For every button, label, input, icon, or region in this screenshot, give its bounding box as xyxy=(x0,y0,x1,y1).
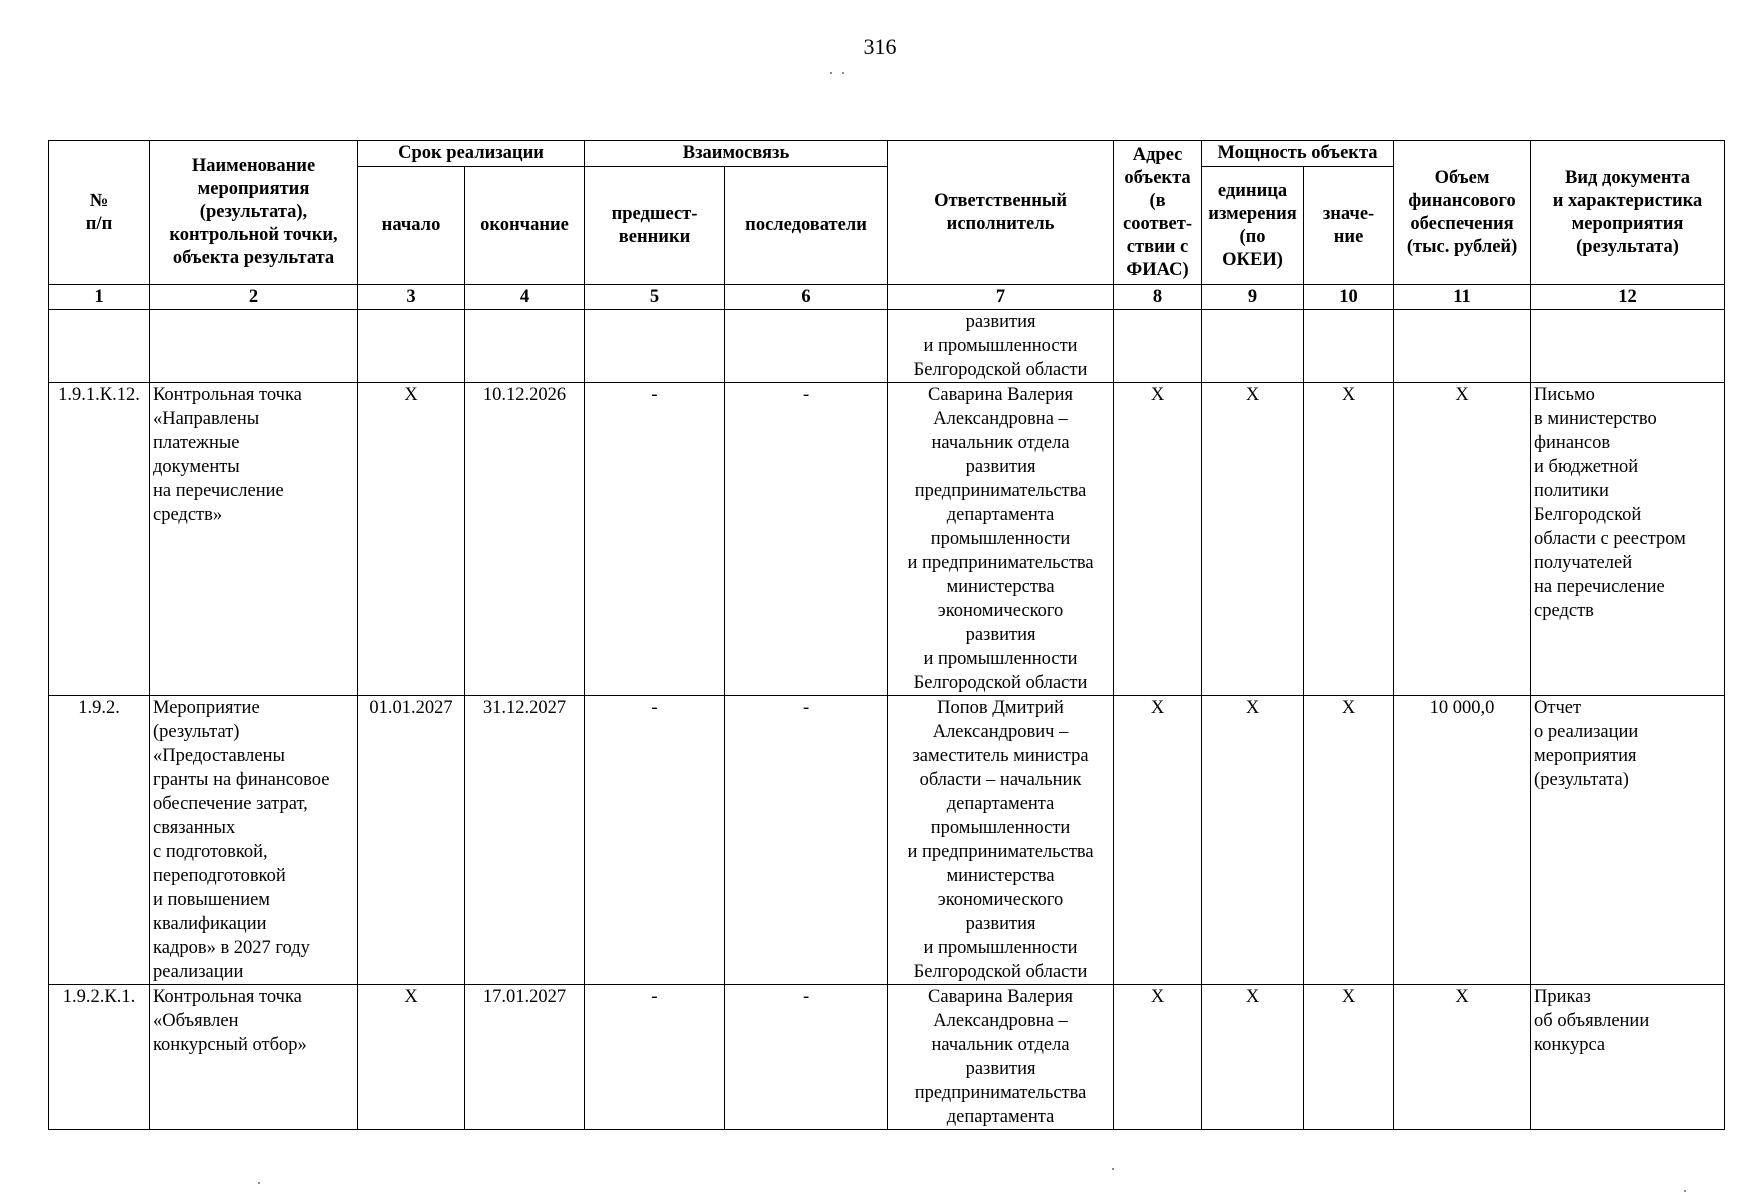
cell-executor: развития и промышленности Белгородской области xyxy=(888,310,1114,383)
cell-finance: 10 000,0 xyxy=(1394,696,1531,985)
cell-end: 10.12.2026 xyxy=(465,383,585,696)
cell-pred: - xyxy=(585,985,725,1130)
header-capacity-unit: единица измерения (по ОКЕИ) xyxy=(1202,167,1304,285)
cell-finance: X xyxy=(1394,985,1531,1130)
cell-name: Мероприятие (результат) «Предоставлены гранты на финансовое обеспечение затрат, связанных с подготовкой, переподготовкой и повышением квалификации кадров» в 2027 году реализации xyxy=(150,696,358,985)
scan-speck xyxy=(830,72,832,74)
cell-executor: Попов Дмитрий Александрович – заместитель министра области – начальник департамента промышленности и предпринимательства министерства экономического развития и промышленности Белгородской области xyxy=(888,696,1114,985)
cell-name xyxy=(150,310,358,383)
cell-value xyxy=(1304,310,1394,383)
header-num: № п/п xyxy=(49,141,150,285)
cell-unit: X xyxy=(1202,985,1304,1130)
cell-succ xyxy=(725,310,888,383)
column-number: 10 xyxy=(1304,285,1394,310)
header-term-group: Срок реализации xyxy=(358,141,585,167)
header-link-succ: последователи xyxy=(725,167,888,285)
cell-doc: Приказ об объявлении конкурса xyxy=(1531,985,1725,1130)
cell-doc xyxy=(1531,310,1725,383)
cell-executor: Саварина Валерия Александровна – начальник отдела развития предпринимательства департамента промышленности и предпринимательства министерства экономического развития и промышленности Белгородской области xyxy=(888,383,1114,696)
column-number: 4 xyxy=(465,285,585,310)
plan-table xyxy=(48,140,1725,1130)
cell-name: Контрольная точка «Объявлен конкурсный отбор» xyxy=(150,985,358,1130)
cell-pred xyxy=(585,310,725,383)
cell-pred: - xyxy=(585,696,725,985)
cell-address: X xyxy=(1114,696,1202,985)
cell-executor: Саварина Валерия Александровна – начальник отдела развития предпринимательства департамента xyxy=(888,985,1114,1130)
header-address: Адрес объекта (в соответ- ствии с ФИАС) xyxy=(1114,141,1202,285)
column-number: 5 xyxy=(585,285,725,310)
table-row xyxy=(49,985,1725,1130)
column-number: 12 xyxy=(1531,285,1725,310)
cell-succ: - xyxy=(725,696,888,985)
header-capacity-group: Мощность объекта xyxy=(1202,141,1394,167)
cell-value: X xyxy=(1304,696,1394,985)
cell-value: X xyxy=(1304,383,1394,696)
header-capacity-value: значе- ние xyxy=(1304,167,1394,285)
cell-start: X xyxy=(358,383,465,696)
cell-end xyxy=(465,310,585,383)
column-number: 11 xyxy=(1394,285,1531,310)
cell-end: 17.01.2027 xyxy=(465,985,585,1130)
header-link-pred: предшест- венники xyxy=(585,167,725,285)
cell-num: 1.9.2. xyxy=(49,696,150,985)
column-number: 7 xyxy=(888,285,1114,310)
cell-succ: - xyxy=(725,985,888,1130)
cell-unit: X xyxy=(1202,383,1304,696)
table-row xyxy=(49,696,1725,985)
scan-speck xyxy=(1112,1168,1114,1170)
cell-doc: Письмо в министерство финансов и бюджетной политики Белгородской области с реестром получателей на перечисление средств xyxy=(1531,383,1725,696)
cell-address: X xyxy=(1114,383,1202,696)
column-number: 8 xyxy=(1114,285,1202,310)
cell-start: X xyxy=(358,985,465,1130)
page-number: 316 xyxy=(863,34,897,59)
cell-num xyxy=(49,310,150,383)
header-executor: Ответственный исполнитель xyxy=(888,141,1114,285)
column-number: 6 xyxy=(725,285,888,310)
header-link-group: Взаимосвязь xyxy=(585,141,888,167)
column-number: 9 xyxy=(1202,285,1304,310)
scan-speck xyxy=(1684,1190,1686,1192)
scan-speck xyxy=(258,1182,260,1184)
cell-name: Контрольная точка «Направлены платежные документы на перечисление средств» xyxy=(150,383,358,696)
cell-num: 1.9.1.К.12. xyxy=(49,383,150,696)
table-row xyxy=(49,383,1725,696)
continuation-row xyxy=(49,310,1725,383)
cell-finance: X xyxy=(1394,383,1531,696)
column-number: 1 xyxy=(49,285,150,310)
header-doc: Вид документа и характеристика мероприятия (результата) xyxy=(1531,141,1725,285)
header-term-start: начало xyxy=(358,167,465,285)
cell-value: X xyxy=(1304,985,1394,1130)
cell-end: 31.12.2027 xyxy=(465,696,585,985)
header-row-top xyxy=(49,141,1725,167)
cell-doc: Отчет о реализации мероприятия (результата) xyxy=(1531,696,1725,985)
header-term-end: окончание xyxy=(465,167,585,285)
cell-finance xyxy=(1394,310,1531,383)
cell-address xyxy=(1114,310,1202,383)
header-name: Наименование мероприятия (результата), контрольной точки, объекта результата xyxy=(150,141,358,285)
scan-speck xyxy=(842,72,844,74)
column-number-row xyxy=(49,285,1725,310)
cell-start: 01.01.2027 xyxy=(358,696,465,985)
cell-unit: X xyxy=(1202,696,1304,985)
column-number: 2 xyxy=(150,285,358,310)
header-finance: Объем финансового обеспечения (тыс. рублей) xyxy=(1394,141,1531,285)
cell-succ: - xyxy=(725,383,888,696)
cell-unit xyxy=(1202,310,1304,383)
column-number: 3 xyxy=(358,285,465,310)
cell-num: 1.9.2.К.1. xyxy=(49,985,150,1130)
cell-start xyxy=(358,310,465,383)
cell-pred: - xyxy=(585,383,725,696)
cell-address: X xyxy=(1114,985,1202,1130)
